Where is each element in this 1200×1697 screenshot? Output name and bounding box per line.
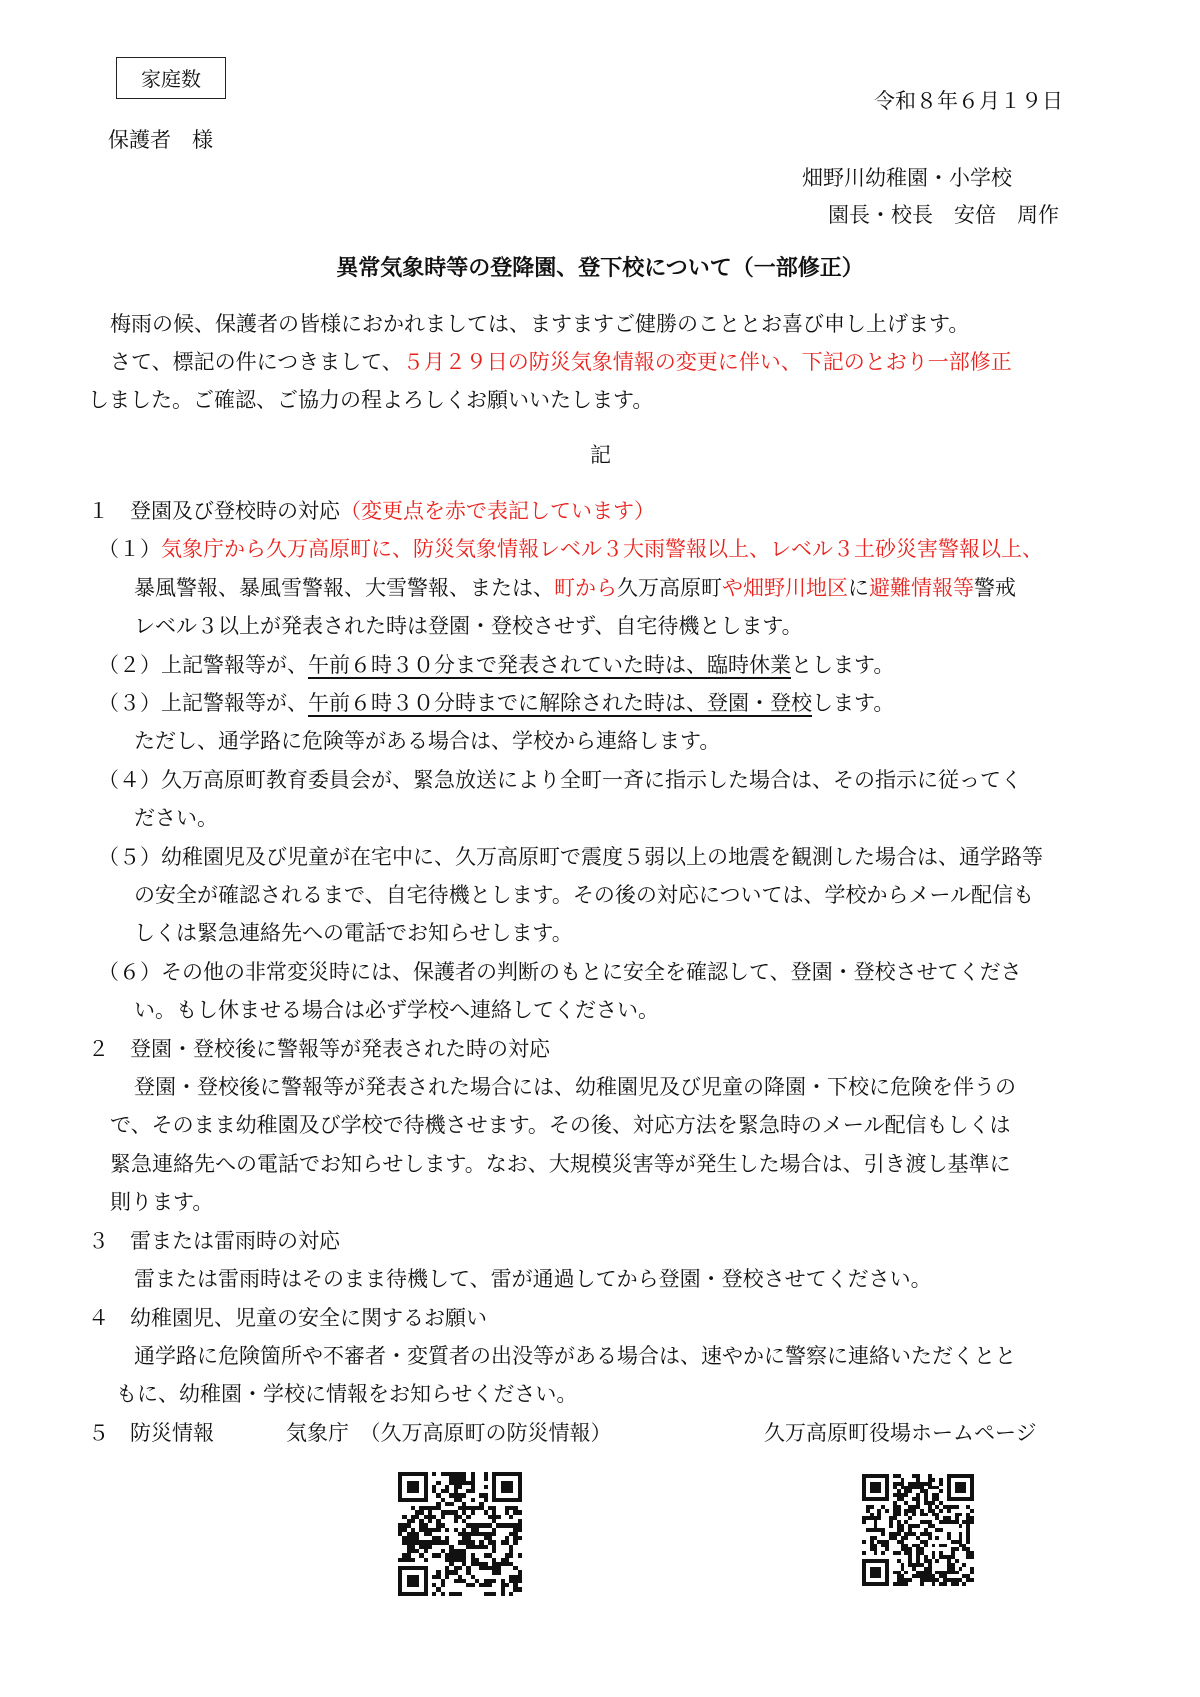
item-6-line-1: （６）その他の非常変災時には、保護者の判断のもとに安全を確認して、登園・登校させてくださ [98, 960, 1022, 984]
issue-date: 令和８年６月１９日 [874, 89, 1063, 113]
town-qr-label: 久万高原町役場ホームページ [764, 1421, 1037, 1445]
item-1-line-3: レベル３以上が発表された時は登園・登校させず、自宅待機とします。 [134, 614, 803, 638]
item-5-line-3: しくは緊急連絡先への電話でお知らせします。 [134, 921, 573, 945]
section-4-heading: ４ 幼稚園児、児童の安全に関するお願い [88, 1306, 487, 1330]
jma-qr-label: 気象庁 （久万高原町の防災情報） [286, 1421, 612, 1445]
item-1-evacuation: 避難情報等 [869, 576, 974, 600]
section-2-line-4: 則ります。 [110, 1190, 214, 1214]
section-3-line-1: 雷または雷雨時はそのまま待機して、雷が通過してから登園・登校させてください。 [134, 1267, 932, 1291]
intro-line-2 [110, 347, 1012, 377]
document-category-box: 家庭数 [116, 57, 226, 99]
sender-organization: 畑野川幼稚園・小学校 [802, 166, 1012, 190]
sender-name: 園長・校長 安倍 周作 [828, 203, 1059, 227]
section-1-note: （変更点を赤で表記しています） [340, 499, 655, 523]
item-2 [98, 650, 894, 680]
item-3-underlined: 午前６時３０分時までに解除された時は、登園・登校 [308, 691, 812, 715]
section-4-line-2: もに、幼稚園・学校に情報をお知らせください。 [116, 1382, 578, 1406]
item-1-ya: や [722, 576, 743, 600]
section-3-heading: ３ 雷または雷雨時の対応 [88, 1229, 340, 1253]
ki-marker: 記 [590, 443, 611, 467]
item-1-red-text: 気象庁から久万高原町に、防災気象情報レベル３大雨警報以上、レベル３土砂災害警報以上、 [161, 537, 1043, 561]
item-3 [98, 688, 894, 718]
section-5-heading: ５ 防災情報 [88, 1421, 214, 1445]
item-4-line-1: （４）久万高原町教育委員会が、緊急放送により全町一斉に指示した場合は、その指示に従ってく [98, 768, 1022, 792]
item-5-line-1: （５）幼稚園児及び児童が在宅中に、久万高原町で震度５弱以上の地震を観測した場合は、通学路等 [98, 845, 1043, 869]
item-1-district: 畑野川地区 [743, 576, 848, 600]
town-qr-code[interactable] [862, 1474, 974, 1586]
item-2-underlined: 午前６時３０分まで発表されていた時は、臨時休業 [308, 653, 791, 677]
intro-change-notice: ５月２９日の防災気象情報の変更に伴い、下記のとおり一部修正 [402, 350, 1012, 374]
item-1-from-town: 町から [554, 576, 617, 600]
item-1-town: 久万高原町 [617, 576, 722, 600]
item-2-text: （２）上記警報等が、 [98, 653, 308, 677]
item-1-ni: に [848, 576, 869, 600]
item-1-warnings: 暴風警報、暴風雪警報、大雪警報、または、 [134, 576, 554, 600]
intro-line-3: しました。ご確認、ご協力の程よろしくお願いいたします。 [88, 388, 654, 412]
section-2-heading: ２ 登園・登校後に警報等が発表された時の対応 [88, 1037, 550, 1061]
intro-line-1: 梅雨の候、保護者の皆様におかれましては、ますますご健勝のこととお喜び申し上げます。 [110, 312, 970, 336]
intro-line-2-text: さて、標記の件につきまして、 [110, 350, 403, 374]
item-1-line-2 [134, 573, 1016, 603]
section-1-title: １ 登園及び登校時の対応 [88, 499, 340, 523]
item-3-note: ただし、通学路に危険等がある場合は、学校から連絡します。 [134, 729, 721, 753]
item-1-keikai: 警戒 [974, 576, 1016, 600]
item-1-line-1 [98, 534, 1043, 564]
section-1-heading [88, 496, 655, 526]
item-3-end: します。 [812, 691, 895, 715]
section-2-line-3: 緊急連絡先への電話でお知らせします。なお、大規模災害等が発生した場合は、引き渡し基準に [110, 1152, 1011, 1176]
section-2-line-2: で、そのまま幼稚園及び学校で待機させます。その後、対応方法を緊急時のメール配信もしくは [110, 1113, 1011, 1137]
item-6-line-2: い。もし休ませる場合は必ず学校へ連絡してください。 [134, 998, 659, 1022]
section-2-line-1: 登園・登校後に警報等が発表された場合には、幼稚園児及び児童の降園・下校に危険を伴うの [134, 1075, 1016, 1099]
recipient: 保護者 様 [108, 128, 213, 152]
item-5-line-2: の安全が確認されるまで、自宅待機とします。その後の対応については、学校からメール配信も [134, 883, 1035, 907]
item-2-end: とします。 [791, 653, 895, 677]
document-title: 異常気象時等の登降園、登下校について（一部修正） [336, 256, 864, 281]
section-4-line-1: 通学路に危険箇所や不審者・変質者の出没等がある場合は、速やかに警察に連絡いただくとと [134, 1344, 1016, 1368]
item-3-text: （３）上記警報等が、 [98, 691, 308, 715]
item-1-number: （１） [98, 537, 161, 561]
item-4-line-2: ださい。 [134, 806, 218, 830]
jma-qr-code[interactable] [398, 1472, 522, 1596]
